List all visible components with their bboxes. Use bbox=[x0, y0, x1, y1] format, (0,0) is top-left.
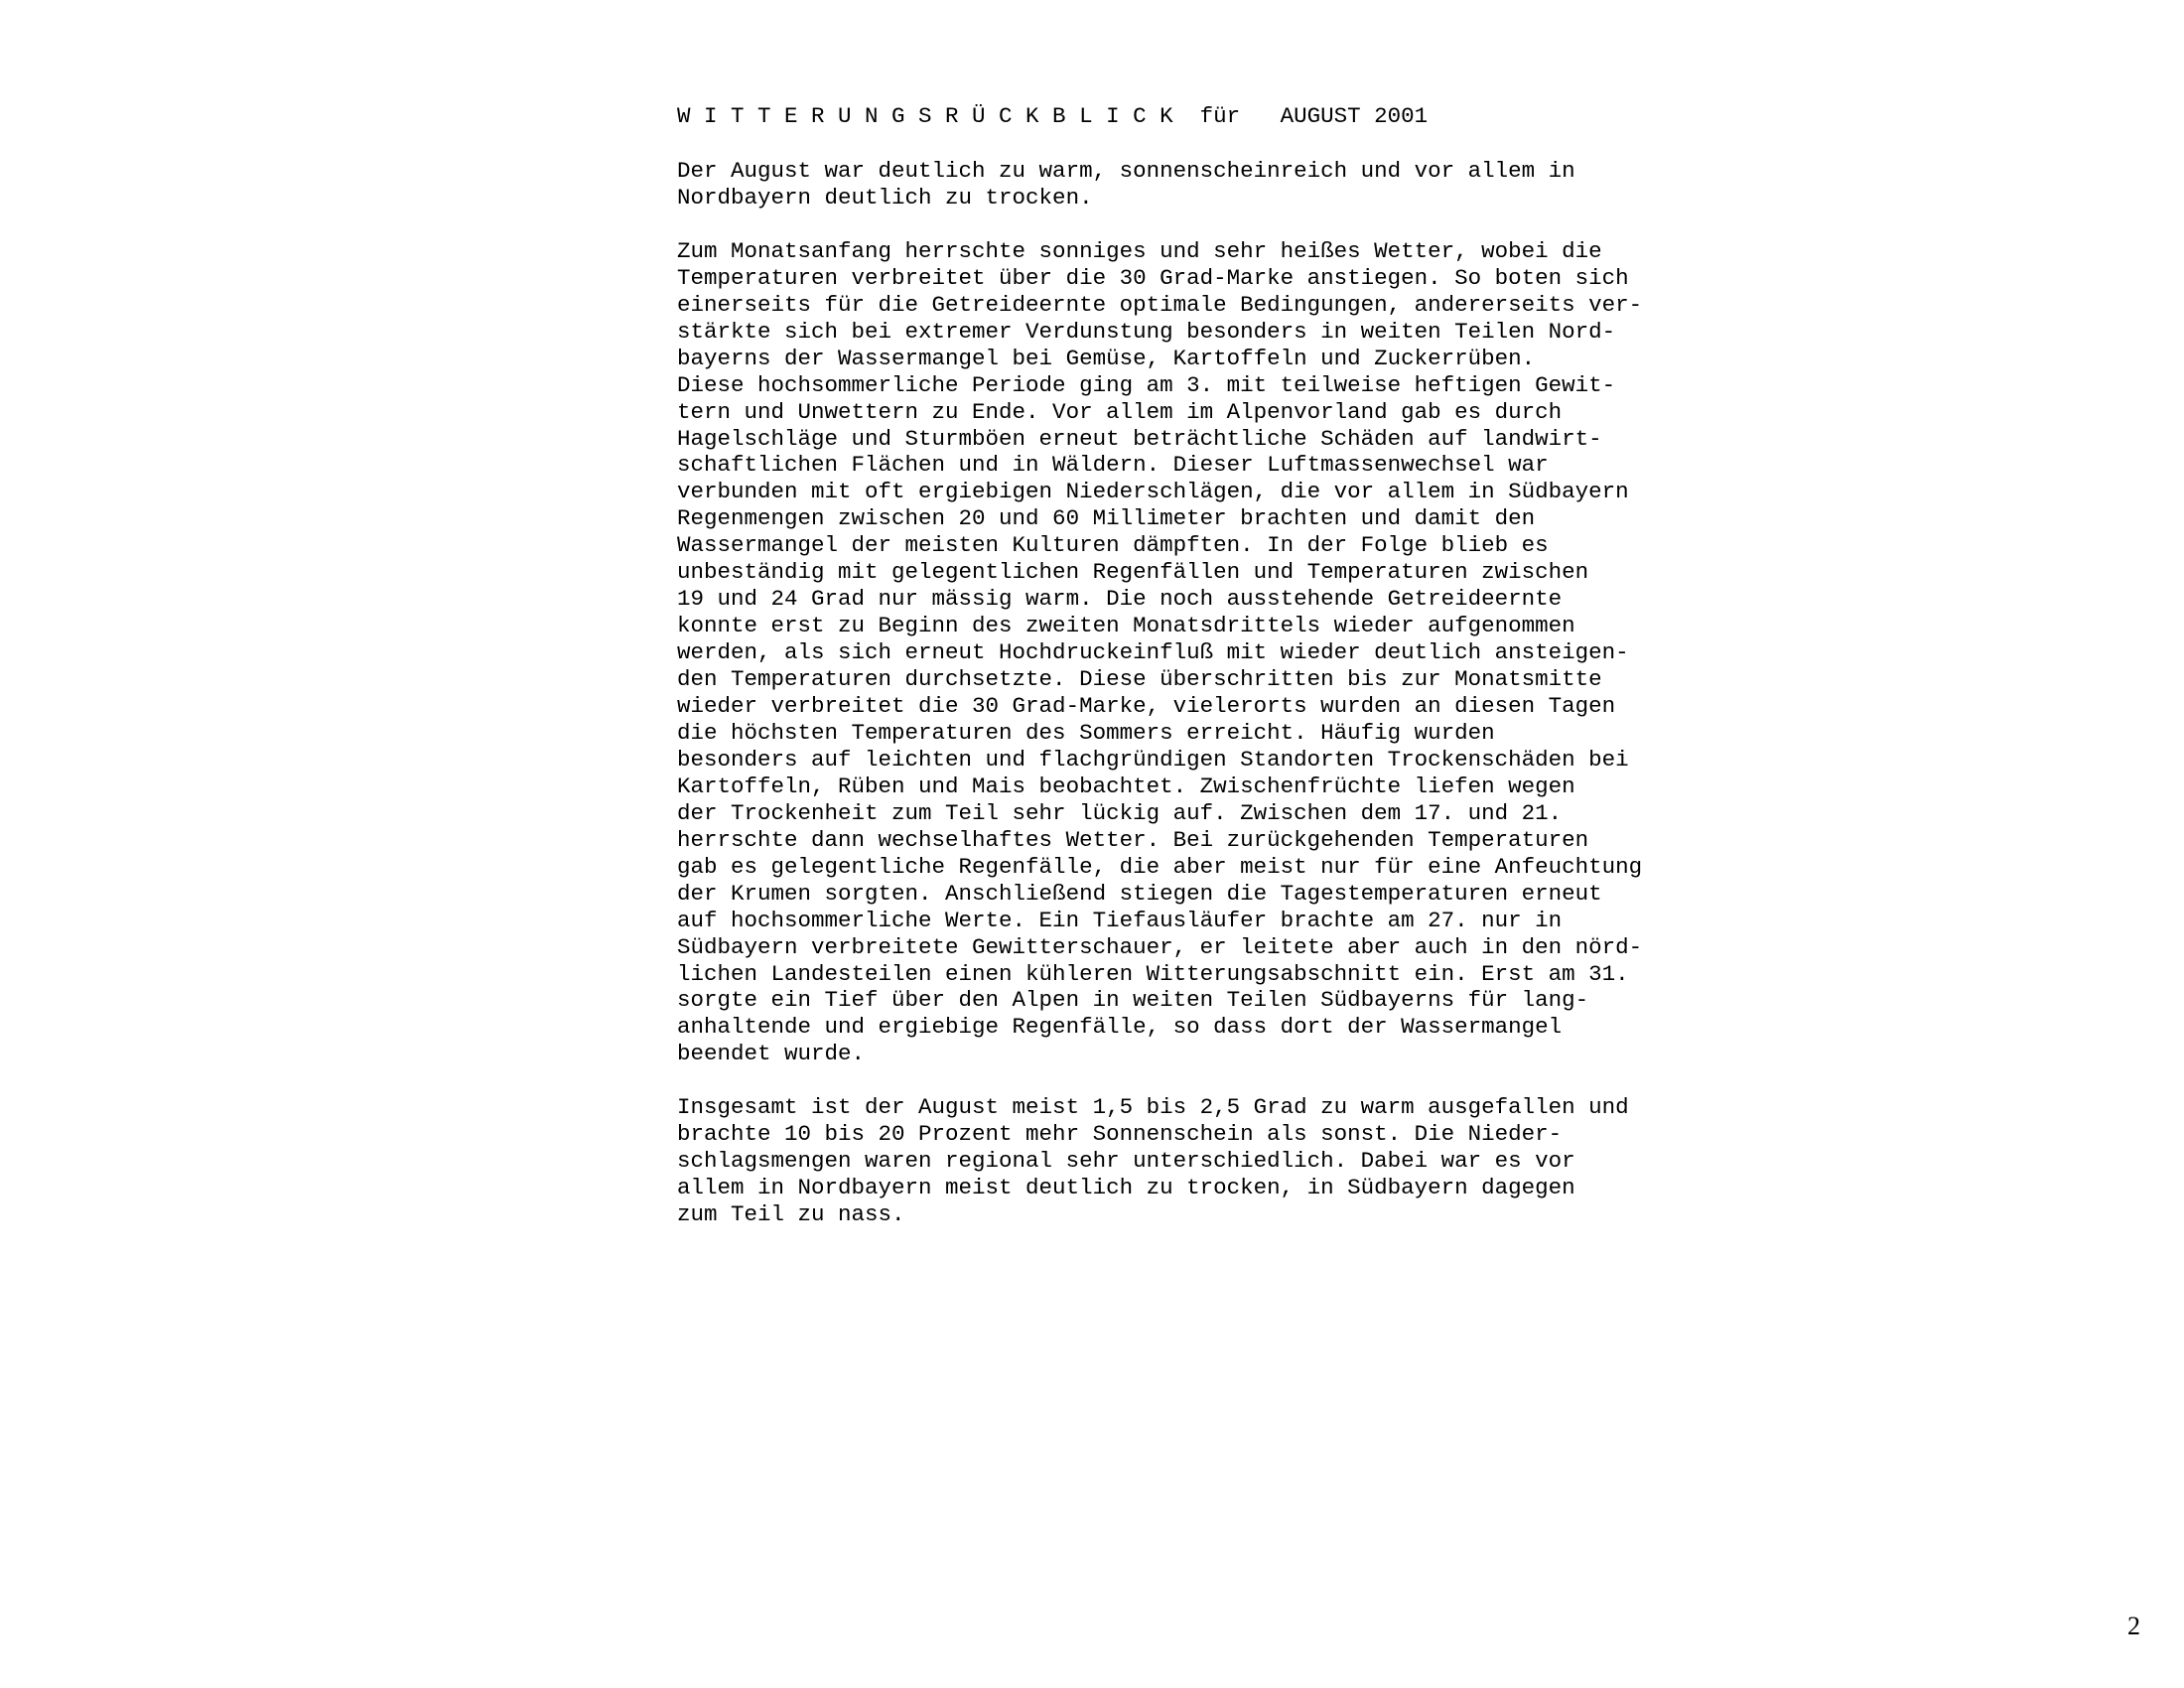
text-line: zum Teil zu nass. bbox=[677, 1201, 905, 1227]
text-line: verbunden mit oft ergiebigen Niederschlägen, die vor allem in Südbayern bbox=[677, 479, 1629, 505]
text-line: Hagelschläge und Sturmböen erneut beträchtliche Schäden auf landwirt- bbox=[677, 425, 1602, 452]
text-line: beendet wurde. bbox=[677, 1041, 866, 1067]
text-line: der Krumen sorgten. Anschließend stiegen die Tagestemperaturen erneut bbox=[677, 880, 1602, 907]
text-line: lichen Landesteilen einen kühleren Witterungsabschnitt ein. Erst am 31. bbox=[677, 960, 1629, 987]
text-line: 19 und 24 Grad nur mässig warm. Die noch ausstehende Getreideernte bbox=[677, 586, 1563, 613]
text-line: Regenmengen zwischen 20 und 60 Millimeter brachten und damit den bbox=[677, 505, 1536, 532]
text-line: herrschte dann wechselhaftes Wetter. Bei zurückgehenden Temperaturen bbox=[677, 826, 1589, 853]
text-line: sorgte ein Tief über den Alpen in weiten Teilen Südbayerns für lang- bbox=[677, 987, 1589, 1014]
text-line: gab es gelegentliche Regenfälle, die aber meist nur für eine Anfeuchtung bbox=[677, 853, 1643, 880]
text-line: Temperaturen verbreitet über die 30 Grad-Marke anstiegen. So boten sich bbox=[677, 264, 1629, 291]
text-line: konnte erst zu Beginn des zweiten Monatsdrittels wieder aufgenommen bbox=[677, 613, 1575, 639]
text-line: Der August war deutlich zu warm, sonnenscheinreich und vor allem in bbox=[677, 158, 1575, 184]
text-line: der Trockenheit zum Teil sehr lückig auf. Zwischen dem 17. und 21. bbox=[677, 799, 1563, 826]
page-number: 2 bbox=[2127, 1612, 2140, 1640]
text-line: Zum Monatsanfang herrschte sonniges und sehr heißes Wetter, wobei die bbox=[677, 237, 1602, 264]
text-line: allem in Nordbayern meist deutlich zu trocken, in Südbayern dagegen bbox=[677, 1175, 1575, 1201]
text-line: werden, als sich erneut Hochdruckeinfluß mit wieder deutlich ansteigen- bbox=[677, 639, 1629, 666]
text-line: bayerns der Wassermangel bei Gemüse, Kartoffeln und Zuckerrüben. bbox=[677, 345, 1536, 371]
text-line: einerseits für die Getreideernte optimale Bedingungen, andererseits ver- bbox=[677, 291, 1643, 318]
text-line: besonders auf leichten und flachgründigen Standorten Trockenschäden bei bbox=[677, 746, 1629, 773]
text-line: Diese hochsommerliche Periode ging am 3. mit teilweise heftigen Gewit- bbox=[677, 371, 1616, 398]
text-line: Insgesamt ist der August meist 1,5 bis 2,5 Grad zu warm ausgefallen und bbox=[677, 1094, 1629, 1121]
text-line: Wassermangel der meisten Kulturen dämpften. In der Folge blieb es bbox=[677, 532, 1549, 559]
document-title: W I T T E R U N G S R Ü C K B L I C K für AUGUST 2001 bbox=[677, 103, 1429, 129]
text-line: schaftlichen Flächen und in Wäldern. Dieser Luftmassenwechsel war bbox=[677, 452, 1549, 479]
text-line: auf hochsommerliche Werte. Ein Tiefausläufer brachte am 27. nur in bbox=[677, 907, 1563, 933]
text-line: tern und Unwettern zu Ende. Vor allem im Alpenvorland gab es durch bbox=[677, 398, 1563, 425]
text-line: schlagsmengen waren regional sehr unterschiedlich. Dabei war es vor bbox=[677, 1148, 1575, 1175]
text-line: Südbayern verbreitete Gewitterschauer, er leitete aber auch in den nörd- bbox=[677, 933, 1643, 960]
text-line: Kartoffeln, Rüben und Mais beobachtet. Zwischenfrüchte liefen wegen bbox=[677, 773, 1575, 799]
text-line: Nordbayern deutlich zu trocken. bbox=[677, 184, 1093, 211]
text-line: unbeständig mit gelegentlichen Regenfällen und Temperaturen zwischen bbox=[677, 559, 1589, 586]
text-line: wieder verbreitet die 30 Grad-Marke, vielerorts wurden an diesen Tagen bbox=[677, 693, 1616, 719]
text-line: stärkte sich bei extremer Verdunstung besonders in weiten Teilen Nord- bbox=[677, 318, 1616, 345]
text-line: brachte 10 bis 20 Prozent mehr Sonnenschein als sonst. Die Nieder- bbox=[677, 1121, 1563, 1148]
text-line: die höchsten Temperaturen des Sommers erreicht. Häufig wurden bbox=[677, 719, 1495, 746]
text-line: den Temperaturen durchsetzte. Diese überschritten bis zur Monatsmitte bbox=[677, 666, 1602, 692]
text-line: anhaltende und ergiebige Regenfälle, so dass dort der Wassermangel bbox=[677, 1014, 1563, 1041]
